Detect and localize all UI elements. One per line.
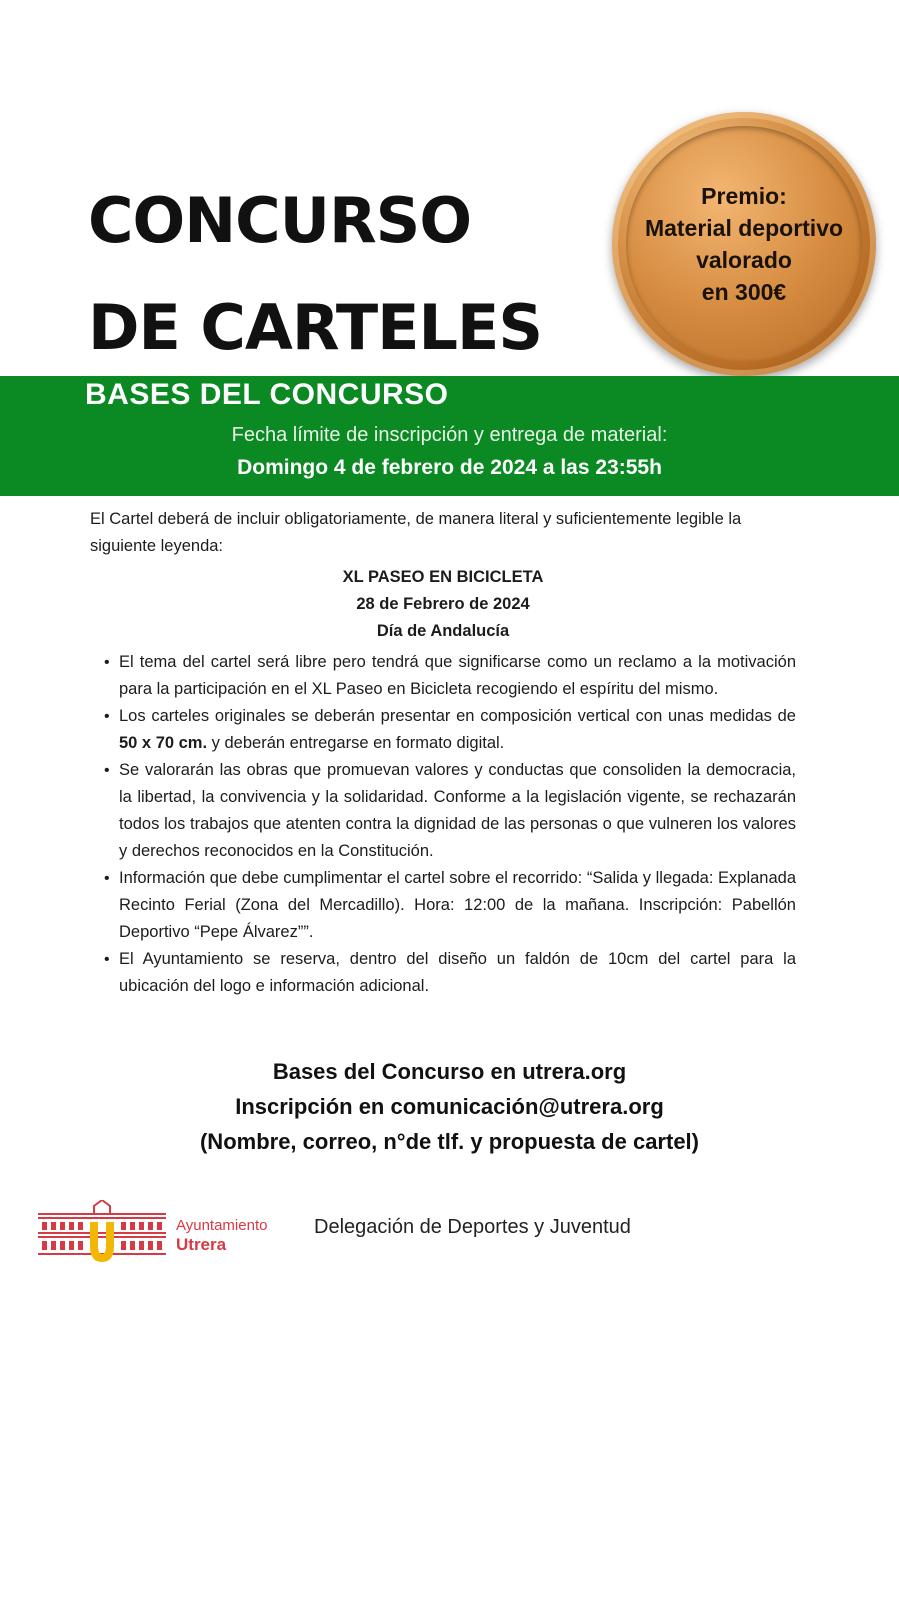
town-hall-logo-icon [36, 1200, 168, 1264]
prize-medal [612, 112, 876, 376]
rule-text: El tema del cartel será libre pero tendrá que significarse como un reclamo a la motivación para la participación en el XL Paseo en Bicicleta recogiendo el espíritu del mismo. [119, 653, 796, 698]
town-hall-name [176, 1216, 267, 1254]
rule-item [90, 865, 796, 946]
deadline-label: Fecha límite de inscripción y entrega de material: [231, 424, 668, 446]
rules-heading: BASES DEL CONCURSO [85, 378, 449, 411]
rules-list [90, 649, 796, 1000]
rule-item [90, 703, 796, 757]
prize-line-1: Premio: [701, 182, 787, 209]
legend-line-2: 28 de Febrero de 2024 [356, 595, 530, 613]
delegation-name: Delegación de Deportes y Juventud [314, 1216, 631, 1238]
bases-link[interactable]: Bases del Concurso en utrera.org [272, 1059, 627, 1084]
rule-text: El Ayuntamiento se reserva, dentro del diseño un faldón de 10cm del cartel para la ubicación del logo e información adicional. [119, 950, 796, 995]
inscription-requirements: (Nombre, correo, n°de tlf. y propuesta de cartel) [199, 1129, 699, 1154]
legend-line-3: Día de Andalucía [376, 622, 510, 640]
prize-line-2: Material deportivo [644, 214, 844, 241]
title-line-1: CONCURSO [88, 184, 472, 257]
rules-body [90, 506, 796, 1000]
rule-item [90, 757, 796, 865]
footer [36, 1200, 856, 1264]
rule-item [90, 946, 796, 1000]
logo-line-2: Utrera [176, 1235, 227, 1254]
rule-size-value: 50 x 70 cm. [119, 734, 208, 752]
prize-line-3: valorado [696, 247, 792, 273]
prize-medal-face [626, 126, 862, 362]
title-line-2: DE CARTELES [88, 290, 542, 364]
contact-info [0, 1054, 899, 1159]
rule-text: Información que debe cumplimentar el cartel sobre el recorrido: “Salida y llegada: Explanada Recinto Ferial (Zona del Mercadillo). Hora: 12:00 de la mañana. Inscripción: Pabellón Deportivo “Pepe Álvarez””. [119, 869, 796, 941]
required-legend [90, 564, 796, 645]
bullet-icon: • [104, 654, 110, 671]
rule-text: y deberán entregarse en formato digital. [207, 734, 505, 752]
rule-text: Los carteles originales se deberán presentar en composición vertical con unas medidas de [119, 707, 796, 725]
rule-item [90, 649, 796, 703]
deadline-date: Domingo 4 de febrero de 2024 a las 23:55h [237, 456, 662, 479]
bullet-icon: • [104, 870, 110, 887]
bullet-icon: • [104, 951, 110, 968]
logo-line-1: Ayuntamiento [176, 1217, 268, 1234]
prize-line-4: en 300€ [701, 279, 787, 306]
poster-title [88, 168, 542, 381]
bullet-icon: • [104, 762, 110, 779]
legend-line-1: XL PASEO EN BICICLETA [342, 568, 544, 586]
bullet-icon: • [104, 708, 110, 725]
rule-text: Se valorarán las obras que promuevan valores y conductas que consoliden la democracia, la libertad, la convivencia y la solidaridad. Conforme a la legislación vigente, se rechazarán todos los trabajos que atenten contra la dignidad de las personas o que vulneren los valores y derechos reconocidos en la Constitución. [119, 761, 796, 860]
inscription-email[interactable]: Inscripción en comunicación@utrera.org [235, 1094, 664, 1119]
rules-banner [0, 376, 899, 496]
intro-paragraph: El Cartel deberá de incluir obligatoriamente, de manera literal y suficientemente legible la siguiente leyenda: [90, 510, 742, 555]
